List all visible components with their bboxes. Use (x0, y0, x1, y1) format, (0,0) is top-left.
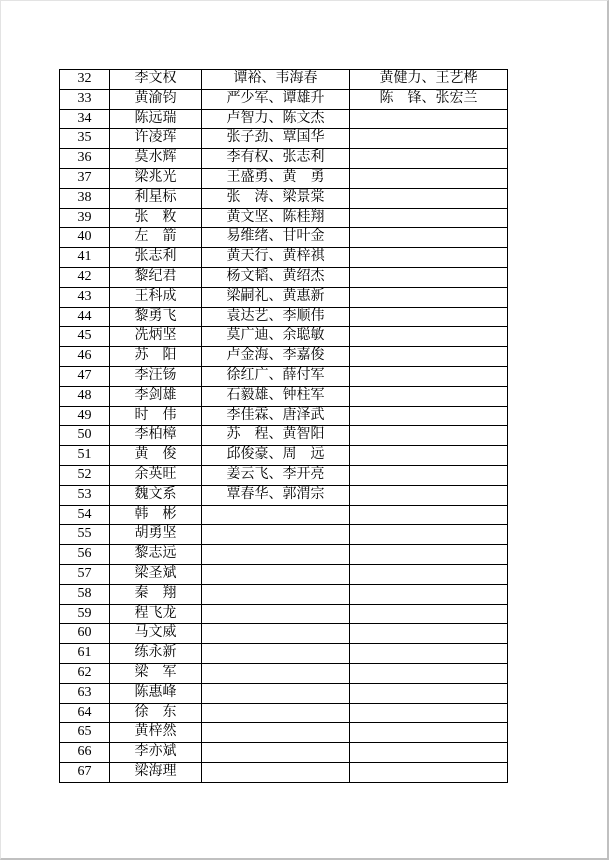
row-index-cell: 44 (60, 307, 110, 327)
members-cell-1: 苏 程、黄智阳 (202, 426, 350, 446)
row-index-cell: 58 (60, 584, 110, 604)
table-row (60, 228, 508, 248)
name-cell: 张志利 (110, 248, 202, 268)
members-cell-1 (202, 604, 350, 624)
name-cell: 黄 俊 (110, 446, 202, 466)
name-cell: 张 敉 (110, 208, 202, 228)
members-cell-2 (350, 485, 508, 505)
members-cell-1: 谭裕、韦海春 (202, 70, 350, 90)
members-cell-1: 莫广迪、余聪敏 (202, 327, 350, 347)
members-cell-1 (202, 584, 350, 604)
members-cell-1: 石毅雄、钟柱军 (202, 386, 350, 406)
row-index-cell: 34 (60, 109, 110, 129)
table-row (60, 683, 508, 703)
members-cell-1: 梁嗣礼、黄惠新 (202, 287, 350, 307)
row-index-cell: 56 (60, 545, 110, 565)
table-row (60, 366, 508, 386)
table-row (60, 89, 508, 109)
members-cell-1 (202, 762, 350, 782)
members-cell-2 (350, 465, 508, 485)
table-row (60, 525, 508, 545)
table-row (60, 347, 508, 367)
members-cell-1 (202, 505, 350, 525)
members-cell-2 (350, 584, 508, 604)
members-cell-2 (350, 267, 508, 287)
members-cell-2 (350, 248, 508, 268)
members-cell-2 (350, 109, 508, 129)
members-cell-2 (350, 149, 508, 169)
row-index-cell: 49 (60, 406, 110, 426)
name-cell: 梁圣斌 (110, 564, 202, 584)
name-cell: 黄渝钧 (110, 89, 202, 109)
members-cell-1 (202, 545, 350, 565)
members-cell-2 (350, 168, 508, 188)
name-cell: 李剑雄 (110, 386, 202, 406)
row-index-cell: 53 (60, 485, 110, 505)
name-cell: 时 伟 (110, 406, 202, 426)
name-cell: 陈惠峰 (110, 683, 202, 703)
row-index-cell: 62 (60, 663, 110, 683)
members-cell-2 (350, 743, 508, 763)
members-cell-2 (350, 347, 508, 367)
row-index-cell: 48 (60, 386, 110, 406)
row-index-cell: 59 (60, 604, 110, 624)
members-cell-1 (202, 624, 350, 644)
table-row (60, 386, 508, 406)
members-cell-2 (350, 386, 508, 406)
members-cell-2 (350, 525, 508, 545)
row-index-cell: 67 (60, 762, 110, 782)
row-index-cell: 52 (60, 465, 110, 485)
row-index-cell: 55 (60, 525, 110, 545)
table-row (60, 564, 508, 584)
members-cell-1: 卢金海、李嘉俊 (202, 347, 350, 367)
table-row (60, 624, 508, 644)
row-index-cell: 61 (60, 644, 110, 664)
name-cell: 黎纪君 (110, 267, 202, 287)
members-cell-2 (350, 446, 508, 466)
name-cell: 苏 阳 (110, 347, 202, 367)
table-row (60, 723, 508, 743)
name-cell: 胡勇坚 (110, 525, 202, 545)
members-cell-1 (202, 644, 350, 664)
row-index-cell: 35 (60, 129, 110, 149)
table-row (60, 485, 508, 505)
table-row (60, 70, 508, 90)
name-cell: 李柏樟 (110, 426, 202, 446)
row-index-cell: 64 (60, 703, 110, 723)
members-cell-2 (350, 644, 508, 664)
members-cell-1: 李佳霖、唐泽武 (202, 406, 350, 426)
name-cell: 许凌珲 (110, 129, 202, 149)
table-row (60, 505, 508, 525)
members-cell-1 (202, 703, 350, 723)
name-cell: 梁海理 (110, 762, 202, 782)
table-row (60, 149, 508, 169)
members-cell-2 (350, 762, 508, 782)
members-cell-1: 黄天行、黄梓祺 (202, 248, 350, 268)
table-row (60, 644, 508, 664)
row-index-cell: 60 (60, 624, 110, 644)
members-cell-1 (202, 723, 350, 743)
name-cell: 黎志远 (110, 545, 202, 565)
table-row (60, 426, 508, 446)
name-cell: 利星标 (110, 188, 202, 208)
name-cell: 李文权 (110, 70, 202, 90)
members-cell-1: 杨文韬、黄绍杰 (202, 267, 350, 287)
row-index-cell: 36 (60, 149, 110, 169)
name-cell: 韩 彬 (110, 505, 202, 525)
row-index-cell: 57 (60, 564, 110, 584)
table-row (60, 168, 508, 188)
row-index-cell: 37 (60, 168, 110, 188)
members-cell-2 (350, 129, 508, 149)
row-index-cell: 47 (60, 366, 110, 386)
table-row (60, 129, 508, 149)
members-cell-2 (350, 406, 508, 426)
table-row (60, 762, 508, 782)
members-cell-1: 王盛勇、黄 勇 (202, 168, 350, 188)
members-cell-2 (350, 683, 508, 703)
table-row (60, 327, 508, 347)
members-cell-2: 陈 锋、张宏兰 (350, 89, 508, 109)
table-row (60, 188, 508, 208)
members-cell-1: 张 涛、梁景棠 (202, 188, 350, 208)
name-cell: 练永新 (110, 644, 202, 664)
table-row (60, 545, 508, 565)
row-index-cell: 50 (60, 426, 110, 446)
table-row (60, 287, 508, 307)
members-cell-2 (350, 723, 508, 743)
members-cell-2 (350, 307, 508, 327)
members-cell-2 (350, 327, 508, 347)
members-cell-2 (350, 564, 508, 584)
roster-table-body (60, 70, 508, 783)
name-cell: 梁兆光 (110, 168, 202, 188)
name-cell: 冼炳坚 (110, 327, 202, 347)
row-index-cell: 43 (60, 287, 110, 307)
members-cell-1: 李有权、张志利 (202, 149, 350, 169)
members-cell-2 (350, 208, 508, 228)
members-cell-1: 严少军、谭雄升 (202, 89, 350, 109)
table-row (60, 584, 508, 604)
table-row (60, 663, 508, 683)
name-cell: 余英旺 (110, 465, 202, 485)
members-cell-2 (350, 426, 508, 446)
name-cell: 陈远瑞 (110, 109, 202, 129)
table-row (60, 446, 508, 466)
name-cell: 莫水辉 (110, 149, 202, 169)
members-cell-1: 袁达艺、李顺伟 (202, 307, 350, 327)
row-index-cell: 32 (60, 70, 110, 90)
members-cell-2 (350, 604, 508, 624)
members-cell-1 (202, 663, 350, 683)
row-index-cell: 39 (60, 208, 110, 228)
members-cell-1: 易维绪、甘叶金 (202, 228, 350, 248)
table-row (60, 109, 508, 129)
name-cell: 梁 军 (110, 663, 202, 683)
row-index-cell: 63 (60, 683, 110, 703)
members-cell-1: 徐红广、薛付军 (202, 366, 350, 386)
name-cell: 魏文系 (110, 485, 202, 505)
row-index-cell: 45 (60, 327, 110, 347)
table-row (60, 307, 508, 327)
members-cell-1 (202, 525, 350, 545)
name-cell: 李亦斌 (110, 743, 202, 763)
members-cell-1: 姜云飞、李开亮 (202, 465, 350, 485)
members-cell-2 (350, 663, 508, 683)
name-cell: 程飞龙 (110, 604, 202, 624)
row-index-cell: 46 (60, 347, 110, 367)
name-cell: 马文威 (110, 624, 202, 644)
members-cell-1: 卢智力、陈文杰 (202, 109, 350, 129)
row-index-cell: 54 (60, 505, 110, 525)
row-index-cell: 33 (60, 89, 110, 109)
members-cell-2 (350, 188, 508, 208)
members-cell-2 (350, 366, 508, 386)
table-row (60, 465, 508, 485)
name-cell: 黄梓然 (110, 723, 202, 743)
name-cell: 徐 东 (110, 703, 202, 723)
members-cell-1 (202, 564, 350, 584)
roster-table (59, 69, 508, 783)
name-cell: 王科成 (110, 287, 202, 307)
members-cell-1: 邱俊豪、周 远 (202, 446, 350, 466)
members-cell-2 (350, 624, 508, 644)
row-index-cell: 38 (60, 188, 110, 208)
row-index-cell: 65 (60, 723, 110, 743)
row-index-cell: 51 (60, 446, 110, 466)
members-cell-2 (350, 703, 508, 723)
members-cell-1: 覃春华、郭渭宗 (202, 485, 350, 505)
members-cell-1 (202, 683, 350, 703)
name-cell: 秦 翔 (110, 584, 202, 604)
table-row (60, 267, 508, 287)
table-row (60, 743, 508, 763)
members-cell-1: 张子劲、覃国华 (202, 129, 350, 149)
table-row (60, 703, 508, 723)
members-cell-2 (350, 545, 508, 565)
name-cell: 黎勇飞 (110, 307, 202, 327)
table-row (60, 406, 508, 426)
members-cell-2 (350, 505, 508, 525)
members-cell-2 (350, 228, 508, 248)
name-cell: 李汪钖 (110, 366, 202, 386)
members-cell-1 (202, 743, 350, 763)
members-cell-2 (350, 287, 508, 307)
table-row (60, 248, 508, 268)
name-cell: 左 箭 (110, 228, 202, 248)
table-row (60, 604, 508, 624)
row-index-cell: 42 (60, 267, 110, 287)
row-index-cell: 41 (60, 248, 110, 268)
members-cell-2: 黄健力、王艺桦 (350, 70, 508, 90)
row-index-cell: 66 (60, 743, 110, 763)
row-index-cell: 40 (60, 228, 110, 248)
members-cell-1: 黄文坚、陈桂翔 (202, 208, 350, 228)
table-row (60, 208, 508, 228)
